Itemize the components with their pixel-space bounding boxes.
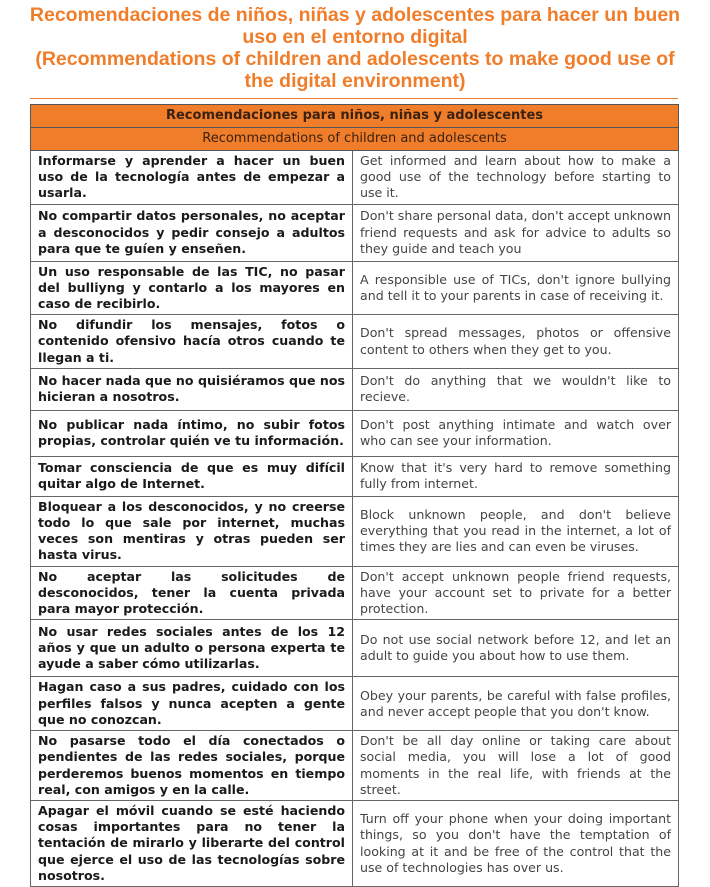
recommendation-english: Block unknown people, and don't believe everything that you read in the internet, a lot of times they are lies and can even be viruses. — [353, 496, 679, 566]
table-row — [31, 456, 679, 496]
table-row — [31, 204, 679, 261]
recommendation-spanish: Bloquear a los desconocidos, y no creerse todo lo que sale por internet, muchas veces son mentiras y otras pueden ser hasta virus. — [31, 496, 353, 566]
table-row — [31, 410, 679, 456]
recommendation-spanish: No difundir los mensajes, fotos o contenido ofensivo hacía otros cuando te llegan a ti. — [31, 315, 353, 369]
table-row — [31, 731, 679, 801]
recommendation-english: Obey your parents, be careful with false profiles, and never accept people that you don't know. — [353, 677, 679, 731]
table-row — [31, 566, 679, 620]
recommendation-spanish: No aceptar las solicitudes de desconocidos, tener la cuenta privada para mayor protección. — [31, 566, 353, 620]
recommendation-spanish: No usar redes sociales antes de los 12 años y que un adulto o persona experta te ayude a saber cómo utilizarlas. — [31, 620, 353, 677]
recommendation-spanish: No compartir datos personales, no aceptar a desconocidos y pedir consejo a adultos para que te guíen y enseñen. — [31, 204, 353, 261]
recommendation-spanish: No hacer nada que no quisiéramos que nos hicieran a nosotros. — [31, 368, 353, 410]
table-row — [31, 315, 679, 369]
recommendation-english: Know that it's very hard to remove something fully from internet. — [353, 456, 679, 496]
recommendation-english: Don't post anything intimate and watch over who can see your information. — [353, 410, 679, 456]
recommendation-english: Get informed and learn about how to make a good use of the technology before starting to use it. — [353, 151, 679, 205]
recommendation-spanish: Informarse y aprender a hacer un buen uso de la tecnología antes de empezar a usarla. — [31, 151, 353, 205]
table-row — [31, 620, 679, 677]
table-row — [31, 496, 679, 566]
recommendation-english: Do not use social network before 12, and let an adult to guide you about how to use them. — [353, 620, 679, 677]
recommendation-spanish: Apagar el móvil cuando se esté haciendo cosas importantes para no tener la tentación de mirarlo y liberarte del control que ejerce el uso de las tecnologías sobre nosotros. — [31, 801, 353, 887]
recommendation-spanish: No pasarse todo el día conectados o pendientes de las redes sociales, porque perderemos buenos momentos en tiempo real, con amigos y en la calle. — [31, 731, 353, 801]
table-row — [31, 261, 679, 315]
table-row — [31, 801, 679, 887]
recommendation-english: Don't be all day online or taking care about social media, you will lose a lot of good moments in the real life, with friends at the street. — [353, 731, 679, 801]
recommendation-spanish: Hagan caso a sus padres, cuidado con los perfiles falsos y nunca acepten a gente que no conozcan. — [31, 677, 353, 731]
recommendation-spanish: Un uso responsable de las TIC, no pasar del bulliyng y contarlo a los mayores en caso de recibirlo. — [31, 261, 353, 315]
table-row — [31, 368, 679, 410]
table-header-spanish: Recomendaciones para niños, niñas y adolescentes — [31, 105, 679, 128]
table-header-english: Recommendations of children and adolescents — [31, 128, 679, 151]
title-english: (Recommendations of children and adolescents to make good use of the digital environment) — [35, 48, 675, 92]
table-body — [31, 151, 679, 887]
table-row — [31, 677, 679, 731]
recommendation-english: Don't do anything that we wouldn't like to recieve. — [353, 368, 679, 410]
recommendation-spanish: Tomar consciencia de que es muy difícil quitar algo de Internet. — [31, 456, 353, 496]
recommendation-english: Don't share personal data, don't accept unknown friend requests and ask for advice to adults so they guide and teach you — [353, 204, 679, 261]
title-divider — [30, 98, 678, 99]
recommendation-english: Don't spread messages, photos or offensive content to others when they get to you. — [353, 315, 679, 369]
recommendation-english: A responsible use of TICs, don't ignore bullying and tell it to your parents in case of receiving it. — [353, 261, 679, 315]
recommendation-spanish: No publicar nada íntimo, no subir fotos propias, controlar quién ve tu información. — [31, 410, 353, 456]
table-row — [31, 151, 679, 205]
title-spanish: Recomendaciones de niños, niñas y adolescentes para hacer un buen uso en el entorno digital — [29, 4, 681, 48]
recommendation-english: Turn off your phone when your doing important things, so you don't have the temptation of looking at it and be free of the control that the use of technologies has over us. — [353, 801, 679, 887]
recommendations-table — [30, 104, 679, 887]
recommendation-english: Don't accept unknown people friend requests, have your account set to private for a better protection. — [353, 566, 679, 620]
document-title — [0, 0, 710, 92]
